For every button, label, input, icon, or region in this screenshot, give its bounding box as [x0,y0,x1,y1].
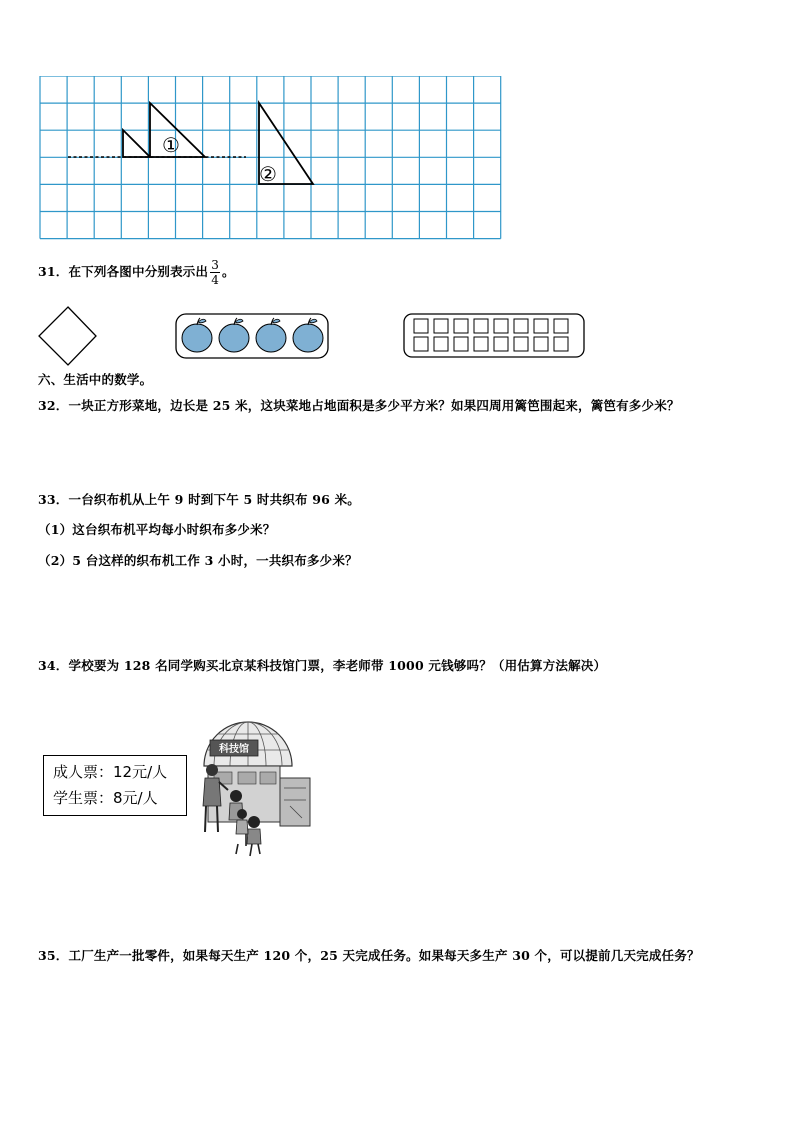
question-33-part-1: （1）这台织布机平均每小时织布多少米？ [38,522,276,537]
question-32 [38,396,680,414]
apple-icon [256,318,286,352]
small-square [494,319,508,333]
q35-number: 35． [38,948,69,963]
fraction-denominator: 4 [211,273,220,287]
q31-number: 31． [38,264,69,279]
fraction-numerator: 3 [211,258,220,272]
q31-suffix: 。 [222,264,235,279]
small-square [454,337,468,351]
squares-frame [403,313,585,358]
section-6-title: 六、生活中的数学。 [38,372,153,387]
apple-icon [182,318,212,352]
triangle-1-label: ① [162,133,180,157]
q33-number: 33． [38,492,69,507]
apple-icon [293,318,323,352]
grid-figure [38,76,508,242]
small-square [474,337,488,351]
fraction-three-quarters [210,258,220,287]
triangle-2-label: ② [259,162,277,186]
q32-number: 32． [38,398,69,413]
small-square [514,319,528,333]
q34-number: 34． [38,658,69,673]
small-square [414,319,428,333]
apples-frame [175,313,329,359]
triangle-left-small [123,130,150,157]
small-square [434,337,448,351]
q33-text: 一台织布机从上午 9 时到下午 5 时共织布 96 米。 [68,492,361,507]
question-35 [38,946,700,964]
small-square [534,337,548,351]
small-square [534,319,548,333]
small-square [514,337,528,351]
small-square [434,319,448,333]
small-square [454,319,468,333]
q35-text: 工厂生产一批零件，如果每天生产 120 个，25 天完成任务。如果每天多生产 30 个，可以提前几天完成任务？ [68,948,700,963]
q31-text: 在下列各图中分别表示出 [68,264,209,279]
q32-text: 一块正方形菜地，边长是 25 米，这块菜地占地面积是多少平方米？如果四周用篱笆围起来，篱笆有多少米？ [68,398,680,413]
adult-ticket-price: 成人票：12元/人 [53,763,168,781]
small-square [554,337,568,351]
small-square [494,337,508,351]
small-square [554,319,568,333]
small-square [474,319,488,333]
student-ticket-price: 学生票：8元/人 [53,789,158,807]
ticket-price-box [43,755,187,816]
diamond-shape [37,305,99,367]
question-31 [38,258,235,287]
question-33 [38,490,360,508]
question-34 [38,656,606,674]
small-square [414,337,428,351]
q34-text: 学校要为 128 名同学购买北京某科技馆门票，李老师带 1000 元钱够吗？（用估算方法解决） [68,658,607,673]
museum-sign: 科技馆 [219,744,249,755]
science-museum-illustration [190,706,314,858]
apple-icon [219,318,249,352]
question-33-part-2: （2）5 台这样的织布机工作 3 小时，一共织布多少米？ [38,553,358,568]
